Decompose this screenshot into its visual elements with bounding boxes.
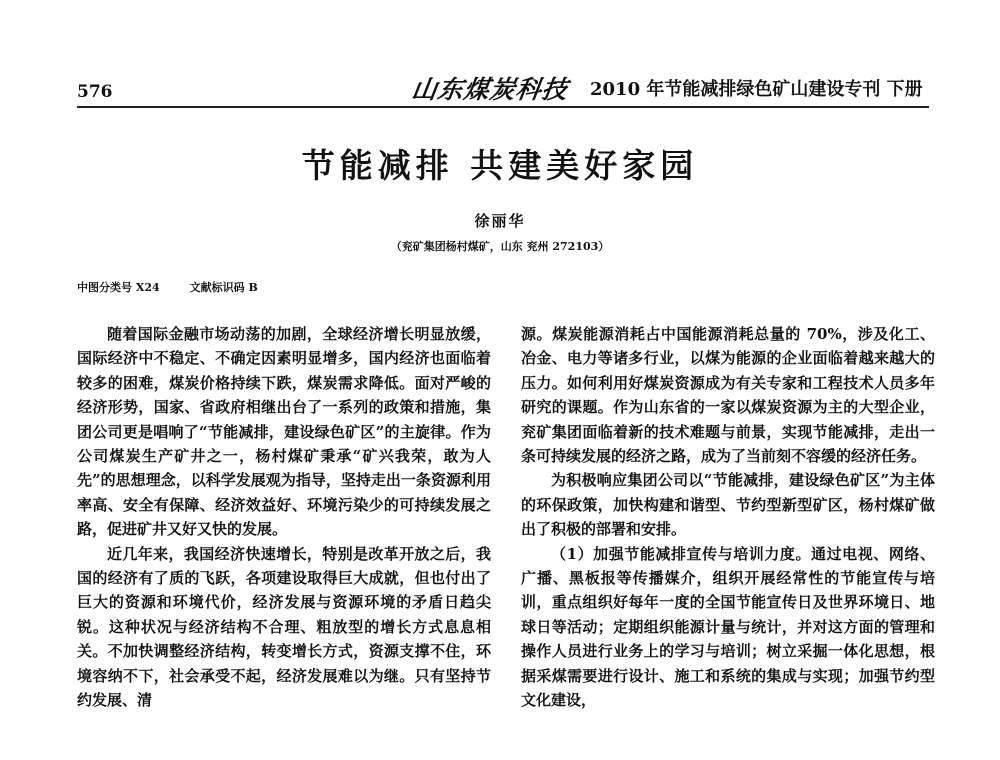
document-code: 文献标识码 B <box>189 281 258 294</box>
paragraph: 近几年来，我国经济快速增长，特别是改革开放之后，我国的经济有了质的飞跃，各项建设取得巨大成就，但也付出了巨大的资源和环境代价，经济发展与资源环境的矛盾日趋尖锐。这种状况与经济结构不合理、粗放型的增长方式息息相关。不加快调整经济结构，转变增长方式，资源支撑不住，环境容纳不下，社会承受不起，经济发展难以为继。只有坚持节约发展、清 <box>77 544 491 710</box>
author-name: 徐丽华 <box>474 212 526 230</box>
journal-name: 山东煤炭科技 <box>409 75 570 104</box>
paragraph: 源。煤炭能源消耗占中国能源消耗总量的 70%，涉及化工、冶金、电力等诸多行业，以煤为能源的企业面临着越来越大的压力。如何利用好煤炭资源成为有关专家和工程技术人员多年研究的课题。作为山东省的一家以煤炭资源为主的大型企业，兖矿集团面临着新的技术难题与前景，实现节能减排，走出一条可持续发展的经济之路，成为了当前刻不容缓的经济任务。 <box>521 325 935 466</box>
classification-line <box>77 279 258 295</box>
issue-label: 2010 年节能减排绿色矿山建设专刊 下册 <box>590 79 923 100</box>
left-column <box>77 322 491 713</box>
right-column <box>521 322 935 713</box>
article-title: 节能减排 共建美好家园 <box>301 146 699 185</box>
paragraph: 随着国际金融市场动荡的加剧，全球经济增长明显放缓，国际经济中不稳定、不确定因素明显增多，国内经济也面临着较多的困难，煤炭价格持续下跌，煤炭需求降低。面对严峻的经济形势，国家、省政府相继出台了一系列的政策和措施，集团公司更是唱响了“节能减排，建设绿色矿区”的主旋律。作为公司煤炭生产矿井之一，杨村煤矿秉承“矿兴我荣，敢为人先”的思想理念，以科学发展观为指导，坚持走出一条资源利用率高、安全有保障、经济效益好、环境污染少的可持续发展之路，促进矿井又好又快的发展。 <box>77 325 491 539</box>
page-number: 576 <box>77 82 113 102</box>
paragraph: 为积极响应集团公司以“节能减排，建设绿色矿区”为主体的环保政策，加快构建和谐型、节约型新型矿区，杨村煤矿做出了积极的部署和安排。 <box>521 471 935 539</box>
author-affiliation: （兖矿集团杨村煤矿，山东 兖州 272103） <box>390 240 610 253</box>
classification-code: 中图分类号 X24 <box>77 281 160 294</box>
header-divider <box>77 106 929 108</box>
paragraph: （1）加强节能减排宣传与培训力度。通过电视、网络、广播、黑板报等传播媒介，组织开展经常性的节能宣传与培训，重点组织好每年一度的全国节能宣传日及世界环境日、地球日等活动；定期组织能源计量与统计，并对这方面的管理和操作人员进行业务上的学习与培训；树立采掘一体化思想，根据采煤需要进行设计、施工和系统的集成与实现；加强节约型文化建设， <box>521 544 935 710</box>
